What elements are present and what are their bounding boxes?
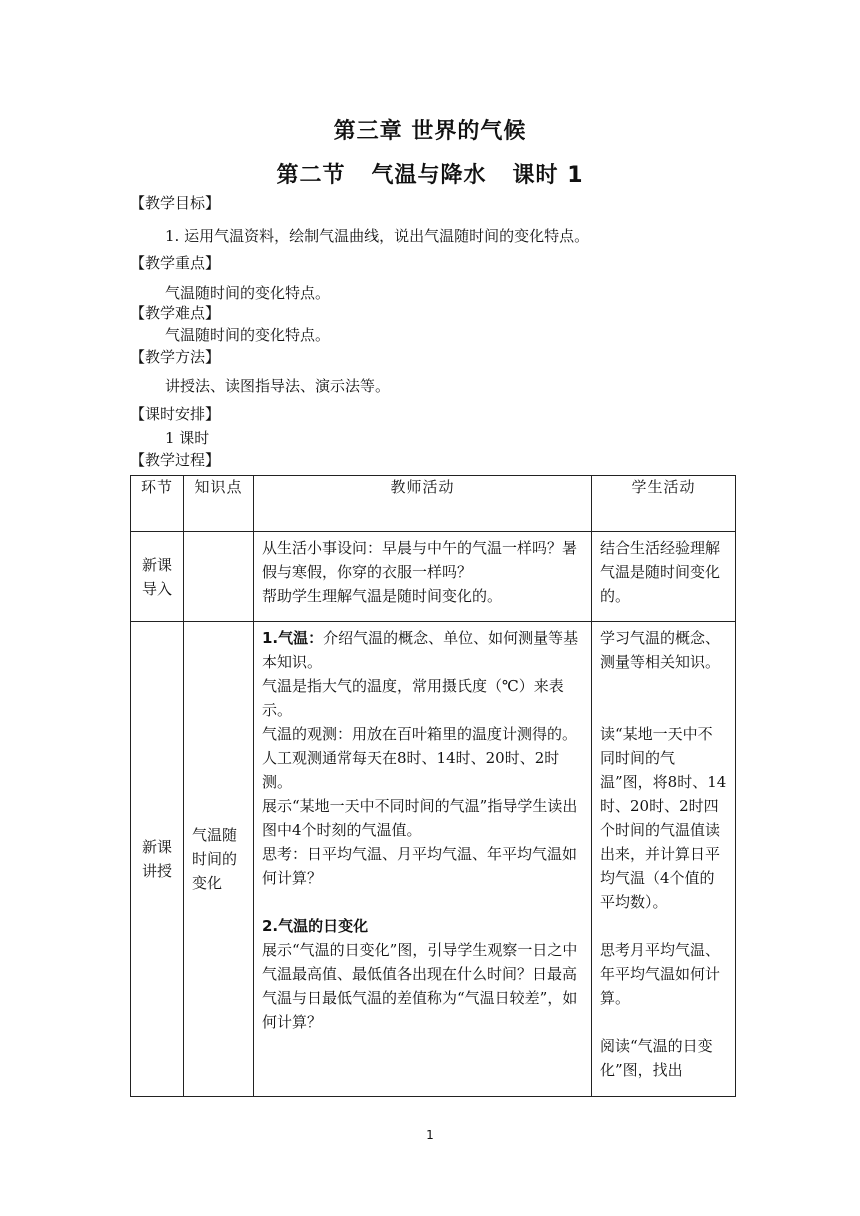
student-text: 阅读“气温的日变化”图，找出 [600,1037,713,1079]
knowledge-cell [184,622,254,1097]
section-label: 第二节 [276,163,346,188]
difficulty-text: 气温随时间的变化特点。 [165,326,331,344]
table-header-row [131,476,736,532]
method-heading: 【教学方法】 [130,348,221,366]
section-title [0,158,860,189]
student-text: 结合生活经验理解气温是随时间变化的。 [600,539,721,605]
key-text: 气温随时间的变化特点。 [165,284,331,302]
schedule-text: 1 课时 [165,429,210,447]
teacher-text: 气温的观测：用放在百叶箱里的温度计测得的。 [262,725,578,743]
student-text: 思考月平均气温、年平均气温如何计算。 [600,941,721,1007]
teacher-activity-cell [254,622,592,1097]
teacher-text: 思考：日平均气温、月平均气温、年平均气温如何计算？ [262,845,578,887]
point-heading: 2.气温的日变化 [262,917,369,935]
teacher-text: 帮助学生理解气温是随时间变化的。 [262,587,503,605]
header-student: 学生活动 [592,476,736,532]
stage-text: 讲授 [141,862,172,880]
stage-cell [131,622,184,1097]
stage-text: 导入 [141,579,172,598]
stage-text: 新课 [141,838,172,856]
goal-text: 1. 运用气温资料，绘制气温曲线，说出气温随时间的变化特点。 [165,227,590,245]
student-activity-cell [592,622,736,1097]
stage-cell [131,532,184,622]
stage-text: 新课 [141,555,172,574]
header-knowledge: 知识点 [184,476,254,532]
header-teacher: 教师活动 [254,476,592,532]
process-heading: 【教学过程】 [130,451,221,469]
knowledge-text: 时间的 [192,850,238,868]
table-row-intro [131,532,736,622]
teacher-activity-cell [254,532,592,622]
section-topic: 气温与降水 [371,163,487,188]
difficulty-heading: 【教学难点】 [130,304,221,322]
process-table [130,475,736,1097]
teacher-text: 气温是指大气的温度，常用摄氏度（℃）来表示。 [262,677,564,719]
knowledge-text: 变化 [192,874,223,892]
teacher-text: 人工观测通常每天在8时、14时、20时、2时测。 [262,749,560,791]
page-number: 1 [426,1128,434,1142]
header-stage: 环节 [131,476,184,532]
student-text: 学习气温的概念、测量等相关知识。 [600,629,721,671]
student-text: 读“某地一天中不同时间的气温”图，将8时、14时、20时、2时四个时间的气温值读出来，并计算日平均气温（4个值的平均数）。 [600,725,727,911]
table-row-lecture [131,622,736,1097]
goal-heading: 【教学目标】 [130,194,221,212]
teacher-paragraph [262,626,583,674]
knowledge-cell [184,532,254,622]
knowledge-text: 气温随 [192,826,238,844]
teacher-text: 介绍气温的概念、单位、如何测量等基本知识。 [262,629,579,671]
key-heading: 【教学重点】 [130,254,221,272]
student-activity-cell [592,532,736,622]
point-heading: 1.气温： [262,629,324,647]
method-text: 讲授法、读图指导法、演示法等。 [165,377,391,395]
teacher-text: 从生活小事设问：早晨与中午的气温一样吗？暑假与寒假，你穿的衣服一样吗？ [262,539,578,581]
teacher-text: 展示“气温的日变化”图，引导学生观察一日之中气温最高值、最低值各出现在什么时间？日最高气温与日最低气温的差值称为“气温日较差”，如何计算？ [262,941,578,1031]
lesson-label: 课时 1 [512,163,584,188]
teacher-text: 展示“某地一天中不同时间的气温”指导学生读出图中4个时刻的气温值。 [262,797,578,839]
chapter-title: 第三章 世界的气候 [333,119,527,144]
schedule-heading: 【课时安排】 [130,405,221,423]
